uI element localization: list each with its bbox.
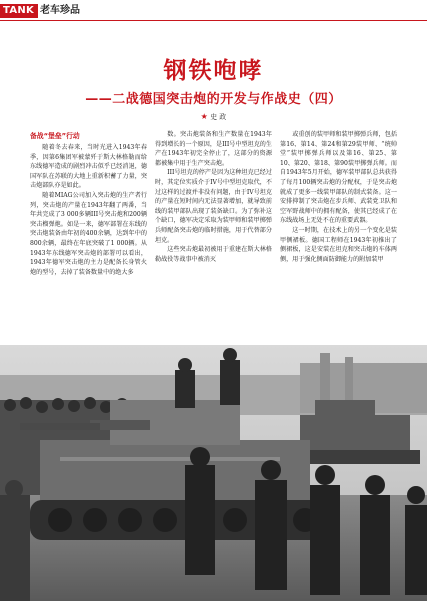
- header-divider: [0, 20, 427, 21]
- author-name: 史 政: [210, 113, 227, 121]
- paragraph: III号坦克的停产是因为这种坦克已经过时，其定位实质介于IV号中型坦克取代，不过这样的过渡并非没有问题，由于IV号坦克的产量在短时间内无法显著增加，就导致前线的装甲部队出现了装备缺口。为了弥补这个缺口，德军决定采取为装甲师和装甲掷弹兵师配备突击炮的临时措施，用于代替部分坦克。: [155, 169, 272, 244]
- text-column-2: [155, 130, 272, 264]
- text-column-1: [30, 130, 147, 277]
- article-author: [0, 112, 427, 122]
- tank-tag: TANK: [0, 4, 38, 18]
- paragraph: 这些突击炮最初被用于重建在斯大林格勒战役等战事中被消灭: [155, 246, 272, 263]
- photo-illustration: [0, 345, 427, 601]
- section-name: 老车珍品: [40, 5, 80, 16]
- paragraph: 或重创的装甲师和装甲掷弹兵师，包括第16、第14、第24和第29装甲师、“统帅堂”装甲掷弹兵师以及第16、第25、第10、第20、第18、第90装甲掷弹兵师。而自1943年5月开始，德军装甲部队总共获得了每月100辆突击炮的分配权，于是突击炮就成了更多一线装甲部队的制式装备。这一安排抑制了突击炮在步兵师、武装党卫队和空军野战师中的拥有配备，使其已经成了在东线战场上无处不在的重要武器。: [280, 131, 397, 225]
- paragraph: 这一时期，在技术上的另一个变化是装甲侧裙板。德国工程师在1943年初推出了侧裙板，这是安装在坦克和突击炮的车体两侧，用于强化侧面防御能力的附加装甲: [280, 226, 397, 263]
- paragraph: 数。突击炮装备和生产数量在1943年得到增长的一个原因，是III号中型坦克的生产在1943年初完全停止了，这部分的资源都被集中用于生产突击炮。: [155, 131, 272, 167]
- star-icon: ★: [200, 112, 208, 121]
- paragraph: 随着MIAG公司加入突击炮的生产者行列，突击炮的产量在1943年翻了两番，当年共完成了3 000多辆III号突击炮和200辆突击榴弹炮。如是一来，德军部署在东线的突击炮装备由年初的400余辆，达到年中的800余辆，最终在年底突破了1 000辆。从1943年东线德军突击炮的部署可以看出，1943年德军突击炮的主力是配备长身管火炮的型号，去掉了装备数量中的绝大多: [30, 191, 147, 276]
- section-heading: 备战“堡垒”行动: [30, 132, 80, 140]
- tank-parade-photo: [0, 345, 427, 601]
- article-subtitle: ——二战德国突击炮的开发与作战史（四）: [85, 92, 342, 107]
- article-title: 钢铁咆哮: [163, 58, 264, 84]
- text-column-3: [280, 130, 397, 264]
- page-header: [0, 0, 427, 22]
- paragraph: 随着冬去春来，当时光进入1943年春季，因第6集团军被蒙歼于斯大林格勒而给东线德军造成的剧烈冲击似乎已经消退，德国军队在苏联的大地上重新积蓄了力量，突击炮部队亦是如此。: [30, 144, 147, 190]
